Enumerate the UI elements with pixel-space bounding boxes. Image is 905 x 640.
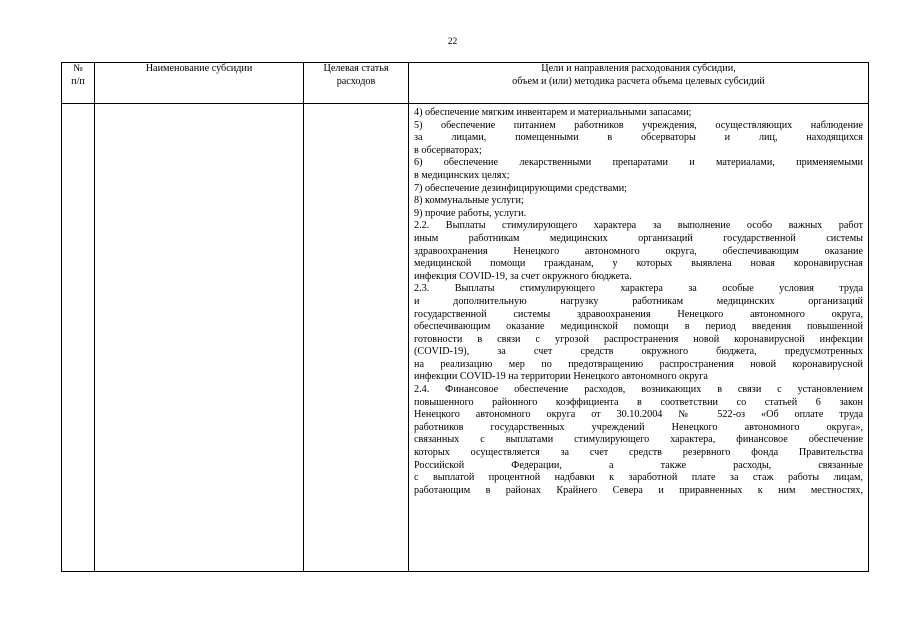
text-line: 2.2. Выплаты стимулирующего характера за выполнение особо важных работ bbox=[414, 220, 863, 232]
text-line: 7) обеспечение дезинфицирующими средствами; bbox=[414, 182, 628, 194]
cell-number bbox=[62, 104, 95, 572]
table-row bbox=[62, 104, 869, 572]
text-line: (COVID-19), за счет средств окружного бюджета, предусмотренных bbox=[414, 346, 863, 358]
text-line: с выплатой процентной надбавки к заработной плате за стаж работы лицам, bbox=[414, 472, 863, 484]
text-line: Ненецкого автономного округа от 30.10.2004 № 522-оз «Об оплате труда bbox=[414, 409, 863, 421]
goals-text bbox=[409, 104, 868, 497]
text-line: связанных с выплатами стимулирующего характера, финансовое обеспечение bbox=[414, 434, 863, 446]
text-line: в обсерваторах; bbox=[414, 144, 482, 156]
text-line: 5) обеспечение питанием работников учреждения, осуществляющих наблюдение bbox=[414, 119, 863, 131]
text-line: на реализацию мер по предотвращению распространения новой коронавирусной bbox=[414, 358, 863, 370]
text-line: и дополнительную нагрузку работникам медицинских организаций bbox=[414, 295, 863, 307]
text-line: за лицами, помещенными в обсерваторы и лиц, находящихся bbox=[414, 132, 863, 144]
text-line: инфекция COVID-19, за счет окружного бюджета. bbox=[414, 270, 632, 282]
header-number: № п/п bbox=[62, 63, 95, 104]
text-line: повышенного районного коэффициента в соответствии со статьей 6 закон bbox=[414, 396, 863, 408]
header-goals: Цели и направления расходования субсидии, объем и (или) методика расчета объема целевых субсидий bbox=[409, 63, 869, 104]
text-line: 2.3. Выплаты стимулирующего характера за особые условия труда bbox=[414, 283, 863, 295]
text-line: инфекции COVID-19 на территории Ненецкого автономного округа bbox=[414, 371, 708, 383]
text-line: медицинской помощи гражданам, у которых выявлена новая коронавирусная bbox=[414, 258, 863, 270]
text-line: здравоохранения Ненецкого автономного округа, обеспечивающим оказание bbox=[414, 245, 863, 257]
text-line: Российской Федерации, а также расходы, связанные bbox=[414, 459, 863, 471]
text-line: работающим в районах Крайнего Севера и приравненных к ним местностях, bbox=[414, 484, 863, 496]
text-line: 6) обеспечение лекарственными препаратами и материалами, применяемыми bbox=[414, 157, 863, 169]
table-header-row bbox=[62, 63, 869, 104]
text-line: которых осуществляется за счет средств резервного фонда Правительства bbox=[414, 447, 863, 459]
text-line: 2.4. Финансовое обеспечение расходов, возникающих в связи с установлением bbox=[414, 384, 863, 396]
page-number: 22 bbox=[447, 37, 458, 47]
text-line: 9) прочие работы, услуги. bbox=[414, 207, 527, 219]
text-line: в медицинских целях; bbox=[414, 169, 510, 181]
header-target-article: Целевая статья расходов bbox=[304, 63, 409, 104]
text-line: 8) коммунальные услуги; bbox=[414, 195, 524, 207]
text-line: работников государственных учреждений Ненецкого автономного округа», bbox=[414, 421, 863, 433]
text-line: государственной системы здравоохранения Ненецкого автономного округа, bbox=[414, 308, 863, 320]
text-line: 4) обеспечение мягким инвентарем и материальными запасами; bbox=[414, 107, 692, 118]
text-line: готовности в связи с угрозой распространения новой коронавирусной инфекции bbox=[414, 333, 863, 345]
subsidy-table bbox=[61, 62, 869, 572]
text-line: иным работникам медицинских организаций государственной системы bbox=[414, 232, 863, 244]
header-subsidy-name: Наименование субсидии bbox=[95, 63, 304, 104]
cell-subsidy-name bbox=[95, 104, 304, 572]
cell-target-article bbox=[304, 104, 409, 572]
text-line: обеспечивающим оказание медицинской помощи в период введения повышенной bbox=[414, 321, 863, 333]
cell-goals bbox=[409, 104, 869, 572]
